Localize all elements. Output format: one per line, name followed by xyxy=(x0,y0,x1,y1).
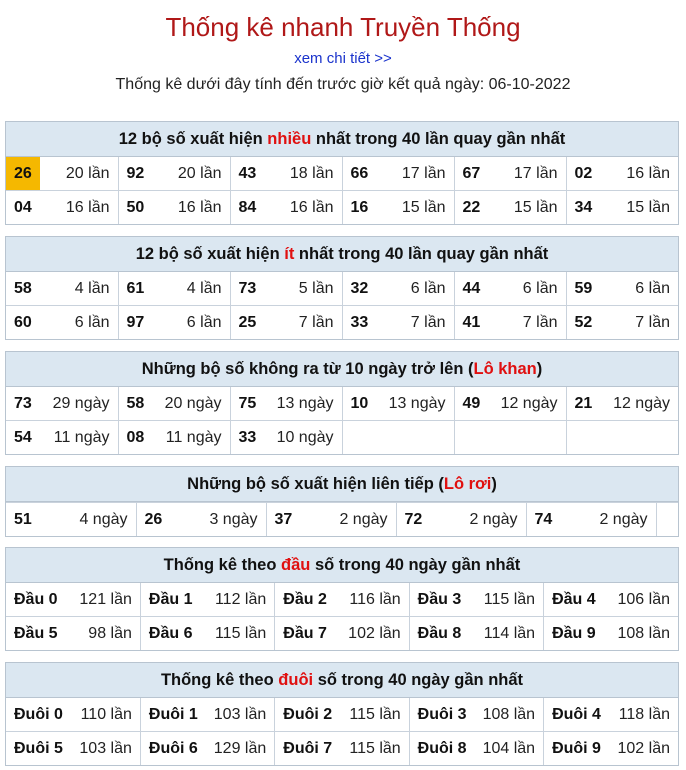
table-row xyxy=(6,698,678,732)
stat-cell xyxy=(136,503,266,537)
stat-number: 41 xyxy=(462,313,481,331)
lo-roi-table xyxy=(6,502,678,536)
stat-number: 50 xyxy=(126,198,145,216)
stat-count: 2 ngày xyxy=(599,510,648,528)
stat-number: 60 xyxy=(14,313,32,331)
table-row xyxy=(6,503,678,537)
stat-number: 92 xyxy=(126,164,145,182)
stat-count: 115 lần xyxy=(349,705,401,723)
stat-count: 6 lần xyxy=(74,313,110,331)
stat-cell xyxy=(409,617,543,651)
stat-count: 16 lần xyxy=(177,198,222,216)
stat-count: 104 lần xyxy=(482,739,536,757)
stat-cell xyxy=(409,583,543,617)
stat-cell xyxy=(566,157,678,191)
stat-count: 112 lần xyxy=(214,590,267,608)
stat-count: 102 lần xyxy=(617,739,670,757)
lo-khan-table xyxy=(6,387,678,454)
stat-number: 22 xyxy=(462,198,481,216)
section-header: 12 bộ số xuất hiện ít nhất trong 40 lần quay gần nhất xyxy=(6,237,678,272)
stat-cell xyxy=(6,272,118,306)
stat-number: 37 xyxy=(274,510,293,528)
stat-count: 15 lần xyxy=(513,198,558,216)
stat-cell xyxy=(6,583,140,617)
stat-number: 54 xyxy=(14,428,32,446)
stat-count: 4 ngày xyxy=(79,510,128,528)
stat-count: 6 lần xyxy=(522,279,558,297)
stat-number: Đuôi 2 xyxy=(283,705,333,723)
stat-number: 73 xyxy=(238,279,257,297)
stat-count: 102 lần xyxy=(348,624,401,642)
stat-number: 49 xyxy=(462,394,481,412)
stat-number: Đầu 4 xyxy=(552,590,596,608)
stat-cell xyxy=(275,617,409,651)
stat-count: 6 lần xyxy=(186,313,222,331)
stat-number: 51 xyxy=(14,510,32,528)
stat-cell xyxy=(454,421,566,455)
stat-count: 4 lần xyxy=(186,279,222,297)
stat-cell xyxy=(342,387,454,421)
stat-cell xyxy=(409,698,543,732)
stat-count: 3 ngày xyxy=(209,510,258,528)
stat-count: 17 lần xyxy=(401,164,446,182)
stat-number: 34 xyxy=(574,198,593,216)
stat-cell xyxy=(275,698,409,732)
stat-cell xyxy=(454,387,566,421)
stat-number: 58 xyxy=(14,279,32,297)
stat-cell xyxy=(230,306,342,340)
stat-count: 15 lần xyxy=(626,198,670,216)
duoi-stats-section xyxy=(5,662,679,766)
stat-count: 17 lần xyxy=(513,164,558,182)
stat-count: 18 lần xyxy=(289,164,334,182)
stat-count: 16 lần xyxy=(65,198,110,216)
stat-count: 13 ngày xyxy=(388,394,446,412)
stat-number: 33 xyxy=(350,313,369,331)
stat-number: Đuôi 6 xyxy=(148,739,198,757)
duoi-stats-table xyxy=(6,698,678,765)
stat-cell xyxy=(6,387,118,421)
stat-number: 67 xyxy=(462,164,481,182)
stat-count: 106 lần xyxy=(617,590,670,608)
table-row xyxy=(6,272,678,306)
stat-number: Đuôi 1 xyxy=(148,705,198,723)
stat-cell xyxy=(118,157,230,191)
stat-count: 2 ngày xyxy=(469,510,518,528)
stat-number: Đuôi 8 xyxy=(417,739,467,757)
least-frequent-section xyxy=(5,236,679,340)
stat-count: 108 lần xyxy=(482,705,536,723)
stat-cell xyxy=(454,306,566,340)
stat-cell xyxy=(566,191,678,225)
stat-number: Đuôi 4 xyxy=(552,705,601,723)
stat-number: Đuôi 9 xyxy=(552,739,601,757)
page xyxy=(0,10,686,757)
least-frequent-table xyxy=(6,272,678,339)
section-header: Những bộ số không ra từ 10 ngày trở lên (Lô khan) xyxy=(6,352,678,387)
stat-number: 44 xyxy=(462,279,481,297)
stat-cell xyxy=(118,272,230,306)
stat-number: 08 xyxy=(126,428,145,446)
stat-cell xyxy=(6,421,118,455)
stat-cell xyxy=(566,306,678,340)
table-row xyxy=(6,387,678,421)
stat-cell xyxy=(6,306,118,340)
stat-number: 75 xyxy=(238,394,257,412)
stat-number: 74 xyxy=(534,510,553,528)
stat-cell xyxy=(544,583,678,617)
stat-count: 4 lần xyxy=(74,279,110,297)
stat-cell xyxy=(342,272,454,306)
stat-number: 32 xyxy=(350,279,369,297)
section-header: 12 bộ số xuất hiện nhiều nhất trong 40 lần quay gần nhất xyxy=(6,122,678,157)
dau-stats-table xyxy=(6,583,678,650)
stat-count: 115 lần xyxy=(483,590,536,608)
stat-number: 33 xyxy=(238,428,257,446)
stat-count: 11 ngày xyxy=(53,428,110,446)
stat-count: 115 lần xyxy=(214,624,267,642)
stat-number: Đuôi 5 xyxy=(14,739,63,757)
stat-number: 97 xyxy=(126,313,145,331)
stat-count: 121 lần xyxy=(79,590,132,608)
stat-number: Đầu 9 xyxy=(552,624,596,642)
stat-count: 29 ngày xyxy=(52,394,110,412)
stat-cell xyxy=(6,503,136,537)
stat-cell xyxy=(342,191,454,225)
stat-number: 61 xyxy=(126,279,145,297)
stat-number: 59 xyxy=(574,279,593,297)
stat-cell xyxy=(342,421,454,455)
stat-number: 04 xyxy=(14,198,32,216)
stat-cell xyxy=(140,698,274,732)
stat-number: 26 xyxy=(6,157,40,190)
stat-number: Đầu 3 xyxy=(417,590,462,608)
page-subtitle: Thống kê dưới đây tính đến trước giờ kết quả ngày: 06-10-2022 xyxy=(115,76,571,93)
stat-cell xyxy=(230,191,342,225)
stat-count: 115 lần xyxy=(349,739,401,757)
stat-count: 114 lần xyxy=(483,624,536,642)
stat-count: 103 lần xyxy=(79,739,132,757)
stat-number: 52 xyxy=(574,313,593,331)
dau-stats-section xyxy=(5,547,679,651)
stat-count: 20 lần xyxy=(177,164,222,182)
stat-count: 7 lần xyxy=(522,313,558,331)
stat-cell xyxy=(544,698,678,732)
stat-number: Đầu 6 xyxy=(148,624,193,642)
view-details-link[interactable]: xem chi tiết >> xyxy=(294,50,392,67)
stat-cell xyxy=(342,157,454,191)
stat-cell xyxy=(342,306,454,340)
stat-number: Đầu 2 xyxy=(283,590,327,608)
stat-cell xyxy=(118,421,230,455)
stat-count: 16 lần xyxy=(289,198,334,216)
stat-cell xyxy=(6,698,140,732)
table-row xyxy=(6,306,678,340)
stat-number: 10 xyxy=(350,394,369,412)
stat-cell xyxy=(230,387,342,421)
table-row xyxy=(6,421,678,455)
stat-cell xyxy=(6,157,118,191)
stat-count: 110 lần xyxy=(80,705,132,723)
stat-count: 116 lần xyxy=(349,590,401,608)
stat-count: 20 ngày xyxy=(164,394,222,412)
stat-count: 7 lần xyxy=(410,313,446,331)
stat-count: 15 lần xyxy=(401,198,446,216)
stat-count: 7 lần xyxy=(635,313,670,331)
stat-number: 43 xyxy=(238,164,257,182)
stat-cell xyxy=(526,503,656,537)
section-header: Thống kê theo đuôi số trong 40 ngày gần nhất xyxy=(6,663,678,698)
stat-number: Đầu 0 xyxy=(14,590,58,608)
stat-number: Đầu 5 xyxy=(14,624,58,642)
stat-cell xyxy=(118,306,230,340)
stat-cell xyxy=(454,272,566,306)
stat-count: 20 lần xyxy=(65,164,110,182)
stat-count: 118 lần xyxy=(618,705,670,723)
stat-number: 58 xyxy=(126,394,145,412)
stat-number: 26 xyxy=(144,510,163,528)
stat-number: Đầu 8 xyxy=(417,624,462,642)
stat-count: 12 ngày xyxy=(613,394,670,412)
stat-cell xyxy=(118,191,230,225)
table-row xyxy=(6,583,678,617)
stat-cell xyxy=(275,583,409,617)
stat-count: 7 lần xyxy=(298,313,334,331)
stat-count: 98 lần xyxy=(88,624,132,642)
stat-number: 02 xyxy=(574,164,593,182)
stat-cell xyxy=(566,387,678,421)
stat-cell xyxy=(140,617,274,651)
stat-cell xyxy=(396,503,526,537)
lo-khan-section xyxy=(5,351,679,455)
stat-count: 10 ngày xyxy=(276,428,334,446)
stat-number: 25 xyxy=(238,313,257,331)
table-row xyxy=(6,191,678,225)
stat-number: 66 xyxy=(350,164,369,182)
stat-number: 84 xyxy=(238,198,257,216)
stat-number: 73 xyxy=(14,394,32,412)
stat-cell xyxy=(454,157,566,191)
stat-count: 11 ngày xyxy=(165,428,222,446)
stat-cell xyxy=(230,272,342,306)
stat-cell xyxy=(6,191,118,225)
stat-count: 12 ngày xyxy=(500,394,558,412)
stat-number: Đầu 1 xyxy=(148,590,193,608)
stat-count: 103 lần xyxy=(213,705,267,723)
stat-count: 108 lần xyxy=(617,624,670,642)
table-row xyxy=(6,157,678,191)
most-frequent-section xyxy=(5,121,679,225)
stat-number: Đuôi 3 xyxy=(417,705,467,723)
stat-cell xyxy=(140,583,274,617)
stat-cell xyxy=(454,191,566,225)
stat-count: 2 ngày xyxy=(339,510,388,528)
stat-cell xyxy=(230,421,342,455)
stat-count: 6 lần xyxy=(635,279,670,297)
stat-cell xyxy=(266,503,396,537)
stat-count: 13 ngày xyxy=(276,394,334,412)
stat-number: Đuôi 7 xyxy=(283,739,333,757)
lo-roi-section xyxy=(5,466,679,537)
most-frequent-table xyxy=(6,157,678,224)
stat-number: Đầu 7 xyxy=(283,624,327,642)
stat-cell xyxy=(6,617,140,651)
stat-cell xyxy=(566,421,678,455)
stat-cell xyxy=(230,157,342,191)
stat-cell xyxy=(544,617,678,651)
stat-number: 72 xyxy=(404,510,423,528)
stat-number: 16 xyxy=(350,198,369,216)
section-header: Thống kê theo đầu số trong 40 ngày gần nhất xyxy=(6,548,678,583)
stat-count: 5 lần xyxy=(298,279,334,297)
stat-cell xyxy=(566,272,678,306)
stat-count: 129 lần xyxy=(213,739,267,757)
stat-number: 21 xyxy=(574,394,593,412)
page-title: Thống kê nhanh Truyền Thống xyxy=(165,12,521,42)
stat-count: 16 lần xyxy=(626,164,670,182)
table-row xyxy=(6,617,678,651)
empty-cell xyxy=(656,503,678,537)
stat-count: 6 lần xyxy=(410,279,446,297)
stat-cell xyxy=(118,387,230,421)
section-header: Những bộ số xuất hiện liên tiếp (Lô rơi) xyxy=(6,467,678,502)
stat-number: Đuôi 0 xyxy=(14,705,63,723)
